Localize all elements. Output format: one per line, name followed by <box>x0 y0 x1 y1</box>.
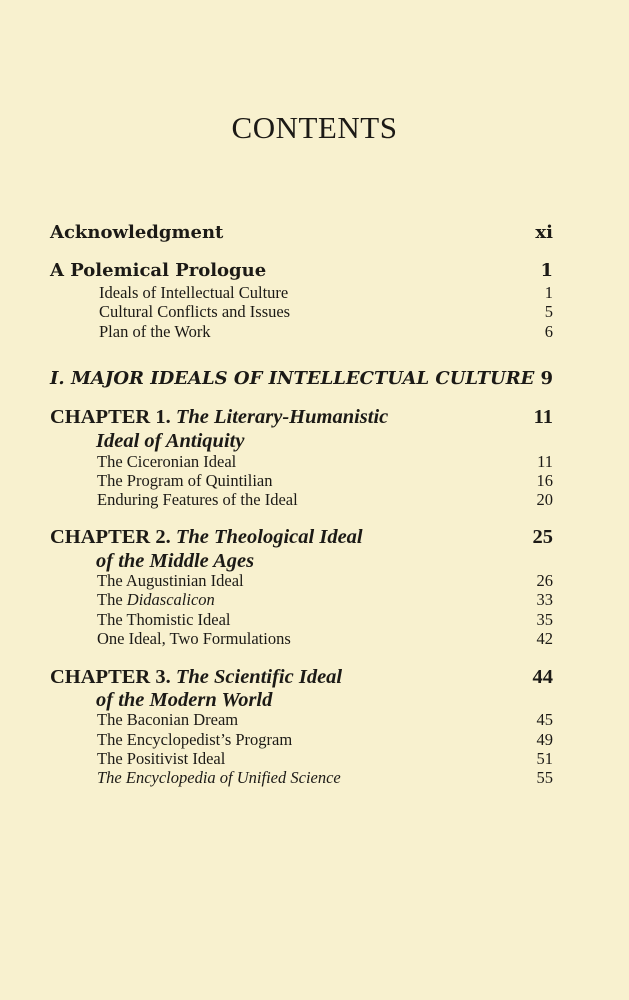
toc-section-title: The Ciceronian Ideal <box>97 452 237 471</box>
toc-section-title: Ideals of Intellectual Culture <box>99 283 289 302</box>
page-title: CONTENTS <box>231 110 398 145</box>
toc-section-title: Cultural Conflicts and Issues <box>99 302 291 321</box>
toc-section-page: 42 <box>536 629 553 648</box>
chapter-label: CHAPTER 3. <box>50 666 171 688</box>
toc-section-title: Plan of the Work <box>99 322 211 341</box>
toc-section-page: 1 <box>544 283 553 302</box>
toc-section-page: 45 <box>536 710 553 729</box>
toc-section-title: The Augustinian Ideal <box>97 571 244 590</box>
toc-chapter-page: 11 <box>533 406 553 428</box>
toc-section-page: 51 <box>536 749 553 768</box>
section-title-prefix: The <box>97 590 127 609</box>
toc-section[interactable] <box>0 629 629 655</box>
toc-section[interactable] <box>0 768 629 794</box>
chapter-label: CHAPTER 1. <box>50 406 171 428</box>
toc-section-title: The Encyclopedia of Unified Science <box>97 768 341 787</box>
chapter-title-line1: The Theological Ideal <box>175 526 363 548</box>
toc-chapter-heading <box>50 406 388 429</box>
toc-section-title: The Encyclopedist’s Program <box>97 730 293 749</box>
toc-section-title: Enduring Features of the Ideal <box>97 490 298 509</box>
toc-entry-acknowledgment[interactable] <box>0 222 629 248</box>
toc-section-title: The Positivist Ideal <box>97 749 226 768</box>
toc-section-page: 26 <box>536 571 553 590</box>
toc-chapter-page: 25 <box>532 526 553 548</box>
toc-chapter-1[interactable] <box>0 406 629 432</box>
toc-chapter-heading <box>50 666 342 689</box>
chapter-title-line1: The Scientific Ideal <box>175 666 343 688</box>
toc-section-title: The Baconian Dream <box>97 710 239 729</box>
toc-entry-title: Acknowledgment <box>50 222 224 243</box>
toc-part-page: 9 <box>540 368 553 389</box>
toc-section-page: 35 <box>536 610 553 629</box>
toc-section-title: One Ideal, Two Formulations <box>97 629 291 648</box>
toc-section-page: 6 <box>544 322 553 341</box>
toc-entry-title: A Polemical Prologue <box>50 260 267 281</box>
toc-section[interactable] <box>0 322 629 348</box>
toc-section-page: 16 <box>536 471 553 490</box>
toc-chapter-2[interactable] <box>0 526 629 552</box>
chapter-title-line1: The Literary-Humanistic <box>175 406 389 428</box>
toc-section-page: 49 <box>536 730 553 749</box>
toc-section-page: 5 <box>544 302 553 321</box>
toc-section[interactable] <box>0 490 629 516</box>
toc-section-page: 20 <box>536 490 553 509</box>
chapter-label: CHAPTER 2. <box>50 526 171 548</box>
chapter-title-line2: of the Modern World <box>96 689 273 711</box>
toc-part-1[interactable] <box>0 368 629 394</box>
toc-chapter-heading <box>50 526 363 549</box>
toc-section-page: 11 <box>537 452 553 471</box>
toc-section-page: 33 <box>536 590 553 609</box>
toc-section-title <box>97 590 215 610</box>
chapter-title-line2: of the Middle Ages <box>96 550 255 572</box>
toc-entry-page: 1 <box>540 260 553 281</box>
toc-part-title: I. MAJOR IDEALS OF INTELLECTUAL CULTURE <box>50 368 535 389</box>
toc-section-title: The Thomistic Ideal <box>97 610 231 629</box>
toc-entry-page: xi <box>535 222 553 243</box>
section-title-italic: Didascalicon <box>126 590 215 609</box>
toc-section-title: The Program of Quintilian <box>97 471 273 490</box>
chapter-title-line2: Ideal of Antiquity <box>96 430 245 452</box>
toc-chapter-page: 44 <box>532 666 553 688</box>
toc-section-page: 55 <box>536 768 553 787</box>
